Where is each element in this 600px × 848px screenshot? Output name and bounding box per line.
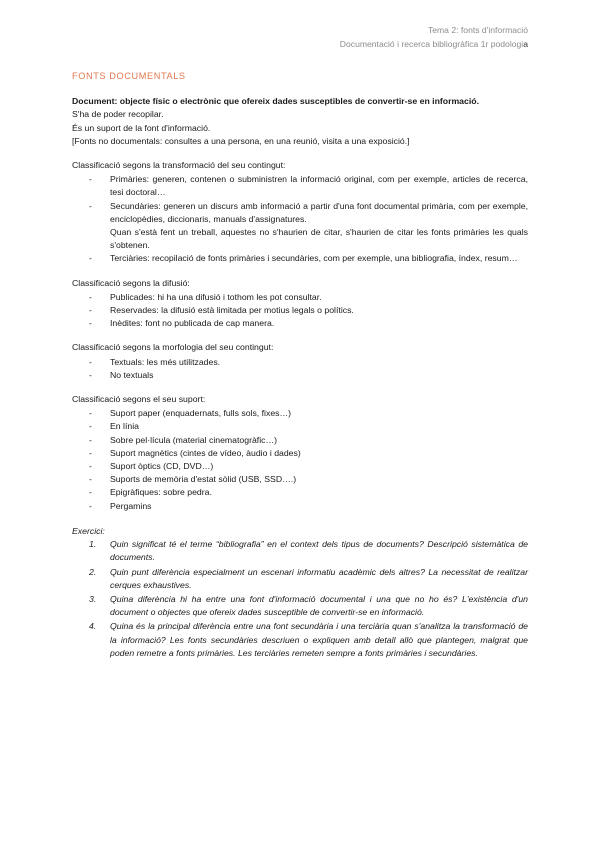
section-morphology [72,341,528,382]
header-course [340,37,528,51]
list-item [72,369,528,382]
list-item-text: Primàries: generen, contenen o subministren la informació original, com per exemple, articles de recerca, tesi doctoral… [110,174,528,198]
bullet-list [72,356,528,382]
list-item [72,356,528,369]
list-item [72,447,528,460]
list-item [72,252,528,265]
bullet-dash: - [89,408,92,419]
list-item [72,500,528,513]
list-item-text: Inèdites: font no publicada de cap manera. [110,318,275,329]
list-item-text: No textuals [110,369,154,380]
definition-block [72,95,528,148]
list-item [72,317,528,330]
header-course-main: Documentació i recerca bibliogràfica 1r podologi [339,39,524,49]
bullet-dash: - [89,174,92,185]
bullet-list [72,173,528,265]
exercise-list [72,538,528,660]
definition-line: És un suport de la font d'informació. [72,122,211,133]
section-title: Classificació segons el seu suport: [72,394,206,405]
exercise-text: Quina diferència hi ha entre una font d'informació documental i una que no ho és? L'existència d'un document o objectes que ofereix dades susceptible de convertir-se en informació. [110,593,528,618]
list-item-text: Suports de memòria d'estat sòlid (USB, SSD….) [110,474,297,485]
list-item-text: Terciàries: recopilació de fonts primàries i secundàries, com per exemple, una bibliografia, índex, resum… [110,253,518,264]
list-item [72,486,528,499]
document-title: FONTS DOCUMENTALS [72,71,186,81]
document-body [72,70,528,661]
bullet-dash: - [89,318,92,329]
definition-line: S'ha de poder recopilar. [72,109,164,120]
exercise-number: 2. [89,566,97,577]
page-header [340,23,528,51]
list-item [72,304,528,317]
header-topic: Tema 2: fonts d'informació [427,25,528,35]
list-item-text: Textuals: les més utilitzades. [110,356,221,367]
bullet-list [72,407,528,513]
section-title: Classificació segons la morfologia del seu contingut: [72,342,274,353]
bullet-dash: - [89,461,92,472]
list-item [72,200,528,253]
list-item-continuation: Quan s'està fent un treball, aquestes no s'haurien de citar, s'haurien de citar les fonts primàries les quals s'obtenen. [110,227,528,251]
exercise-text: Quin punt diferència especialment un escenari informatiu acadèmic dels altres? La necessitat de realitzar cerques exhaustives. [110,566,528,590]
section-title: Classificació segons la difusió: [72,277,190,288]
bullet-dash: - [89,253,92,264]
list-item [72,173,528,199]
exercise-number: 1. [89,539,97,550]
exercise-text: Quin significat té el terme “bibliografia” en el context dels tipus de documents? Descripció sistemàtica de documents. [110,539,528,563]
exercise-number: 3. [89,593,97,604]
list-item-text: Suport òptics (CD, DVD…) [110,461,214,472]
list-item [72,407,528,420]
list-item-text: Reservades: la difusió està limitada per motius legals o polítics. [110,305,354,316]
exercise-title: Exercici: [72,525,105,536]
list-item [72,473,528,486]
list-item-text: Suport magnètics (cintes de vídeo, àudio i dades) [110,447,301,458]
section-title: Classificació segons la transformació del seu contingut: [72,160,286,171]
bullet-dash: - [89,474,92,485]
bullet-dash: - [89,434,92,445]
list-item-text: En línia [110,421,139,432]
list-item-text: Secundàries: generen un discurs amb informació a partir d'una font documental primària, com per exemple, enciclopèdies, diccionaris, manuals d'assignatures. [110,200,528,224]
list-item-text: Publicades: hi ha una difusió i tothom les pot consultar. [110,291,322,302]
list-item [72,291,528,304]
exercise-block [72,525,528,660]
definition-line: [Fonts no documentals: consultes a una persona, en una reunió, visita a una exposició.] [72,135,410,146]
bullet-dash: - [89,500,92,511]
exercise-item [72,566,528,592]
list-item [72,420,528,433]
list-item-text: Epigràfiques: sobre pedra. [110,487,212,498]
exercise-item [72,538,528,564]
bullet-dash: - [89,421,92,432]
exercise-item [72,620,528,660]
bullet-dash: - [89,305,92,316]
exercise-text: Quina és la principal diferència entre una font secundària i una terciària quan s'analitza la transformació de la informació? Les fonts secundàries descriuen o expliquen amb detall allò que plantegen, malgrat que poden remetre a fonts primàries. Les terciàries remeten sempre a fonts primàries i secundàries. [110,621,528,658]
list-item-text: Sobre pel·lícula (material cinematogràfic…) [110,434,278,445]
bullet-dash: - [89,487,92,498]
bullet-dash: - [89,200,92,211]
header-course-last: a [523,39,528,49]
section-support [72,393,528,513]
section-diffusion [72,277,528,331]
definition-line: Document: objecte físic o electrònic que ofereix dades susceptibles de convertir-se en informació. [72,96,479,107]
exercise-number: 4. [89,621,97,632]
bullet-dash: - [89,356,92,367]
list-item [72,460,528,473]
bullet-dash: - [89,369,92,380]
list-item-text: Suport paper (enquadernats, fulls sols, fixes…) [110,408,292,419]
bullet-dash: - [89,447,92,458]
section-transformation [72,159,528,266]
list-item-text: Pergamins [110,500,152,511]
bullet-list [72,291,528,331]
bullet-dash: - [89,291,92,302]
exercise-item [72,593,528,619]
list-item [72,434,528,447]
